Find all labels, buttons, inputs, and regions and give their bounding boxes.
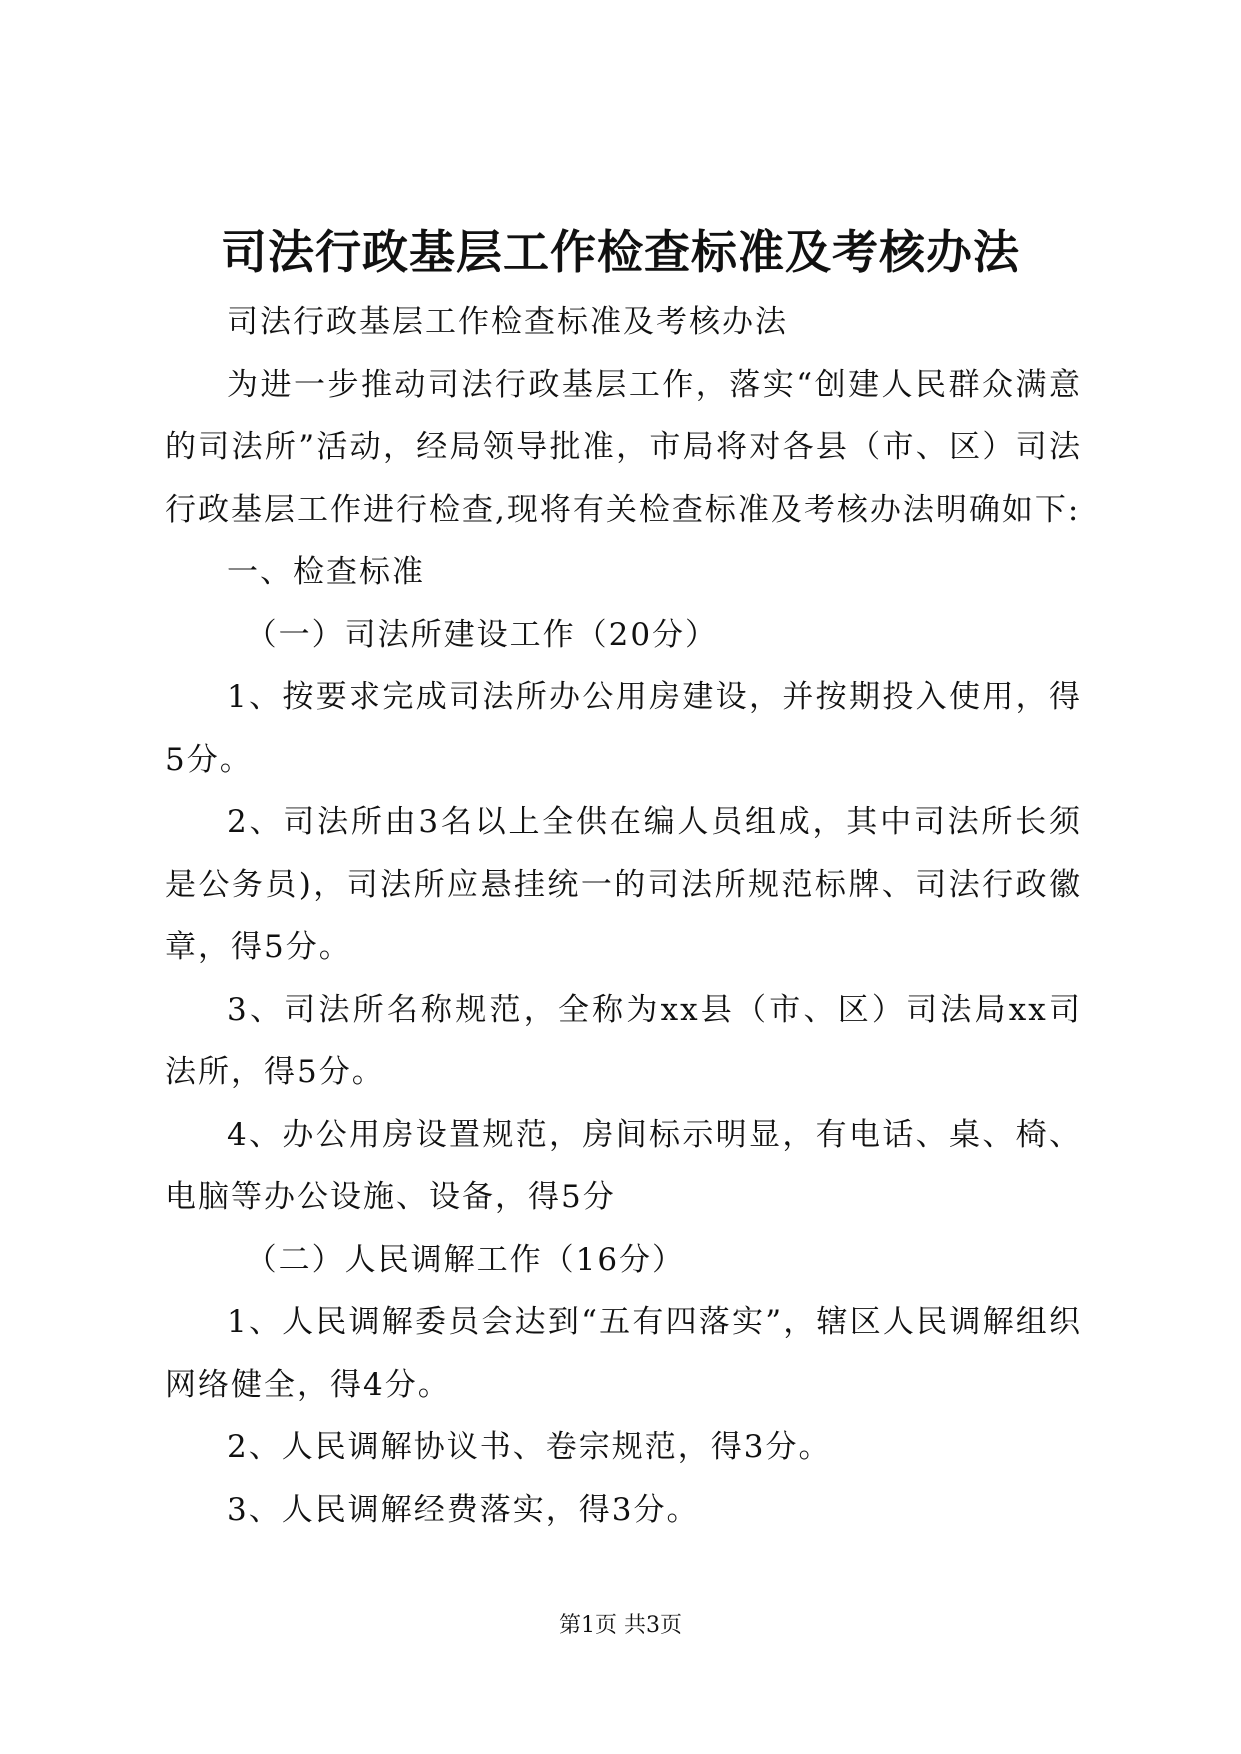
- paragraph-item: 4、办公用房设置规范，房间标示明显，有电话、桌、椅、电脑等办公设施、设备，得5分: [165, 1116, 1082, 1215]
- page-footer: [0, 1611, 1241, 1641]
- paragraph-item: 2、司法所由3名以上全供在编人员组成，其中司法所长须是公务员)，司法所应悬挂统一的司法所规范标牌、司法行政徽章，得5分。: [165, 804, 1082, 965]
- paragraph-subtitle: 司法行政基层工作检查标准及考核办法: [227, 304, 788, 340]
- heading-subsection-2: （二）人民调解工作（16分）: [245, 1241, 686, 1278]
- document-body: [165, 291, 1082, 1541]
- page-number: 第1页 共3页: [559, 1613, 682, 1638]
- heading-subsection-1: （一）司法所建设工作（20分）: [245, 616, 719, 653]
- paragraph-item: 1、人民调解委员会达到“五有四落实”，辖区人民调解组织网络健全，得4分。: [165, 1304, 1082, 1403]
- paragraph-item: 1、按要求完成司法所办公用房建设，并按期投入使用，得5分。: [165, 679, 1082, 778]
- paragraph-item: 2、人民调解协议书、卷宗规范，得3分。: [227, 1429, 832, 1465]
- paragraph-intro: 为进一步推动司法行政基层工作，落实“创建人民群众满意的司法所”活动，经局领导批准，市局将对各县（市、区）司法行政基层工作进行检查,现将有关检查标准及考核办法明确如下:: [165, 366, 1082, 528]
- heading-section-1: 一、检查标准: [227, 554, 425, 590]
- paragraph-item: 3、司法所名称规范，全称为xx县（市、区）司法局xx司法所，得5分。: [165, 991, 1082, 1090]
- paragraph-item: 3、人民调解经费落实，得3分。: [227, 1491, 700, 1528]
- document-title: 司法行政基层工作检查标准及考核办法: [221, 225, 1020, 279]
